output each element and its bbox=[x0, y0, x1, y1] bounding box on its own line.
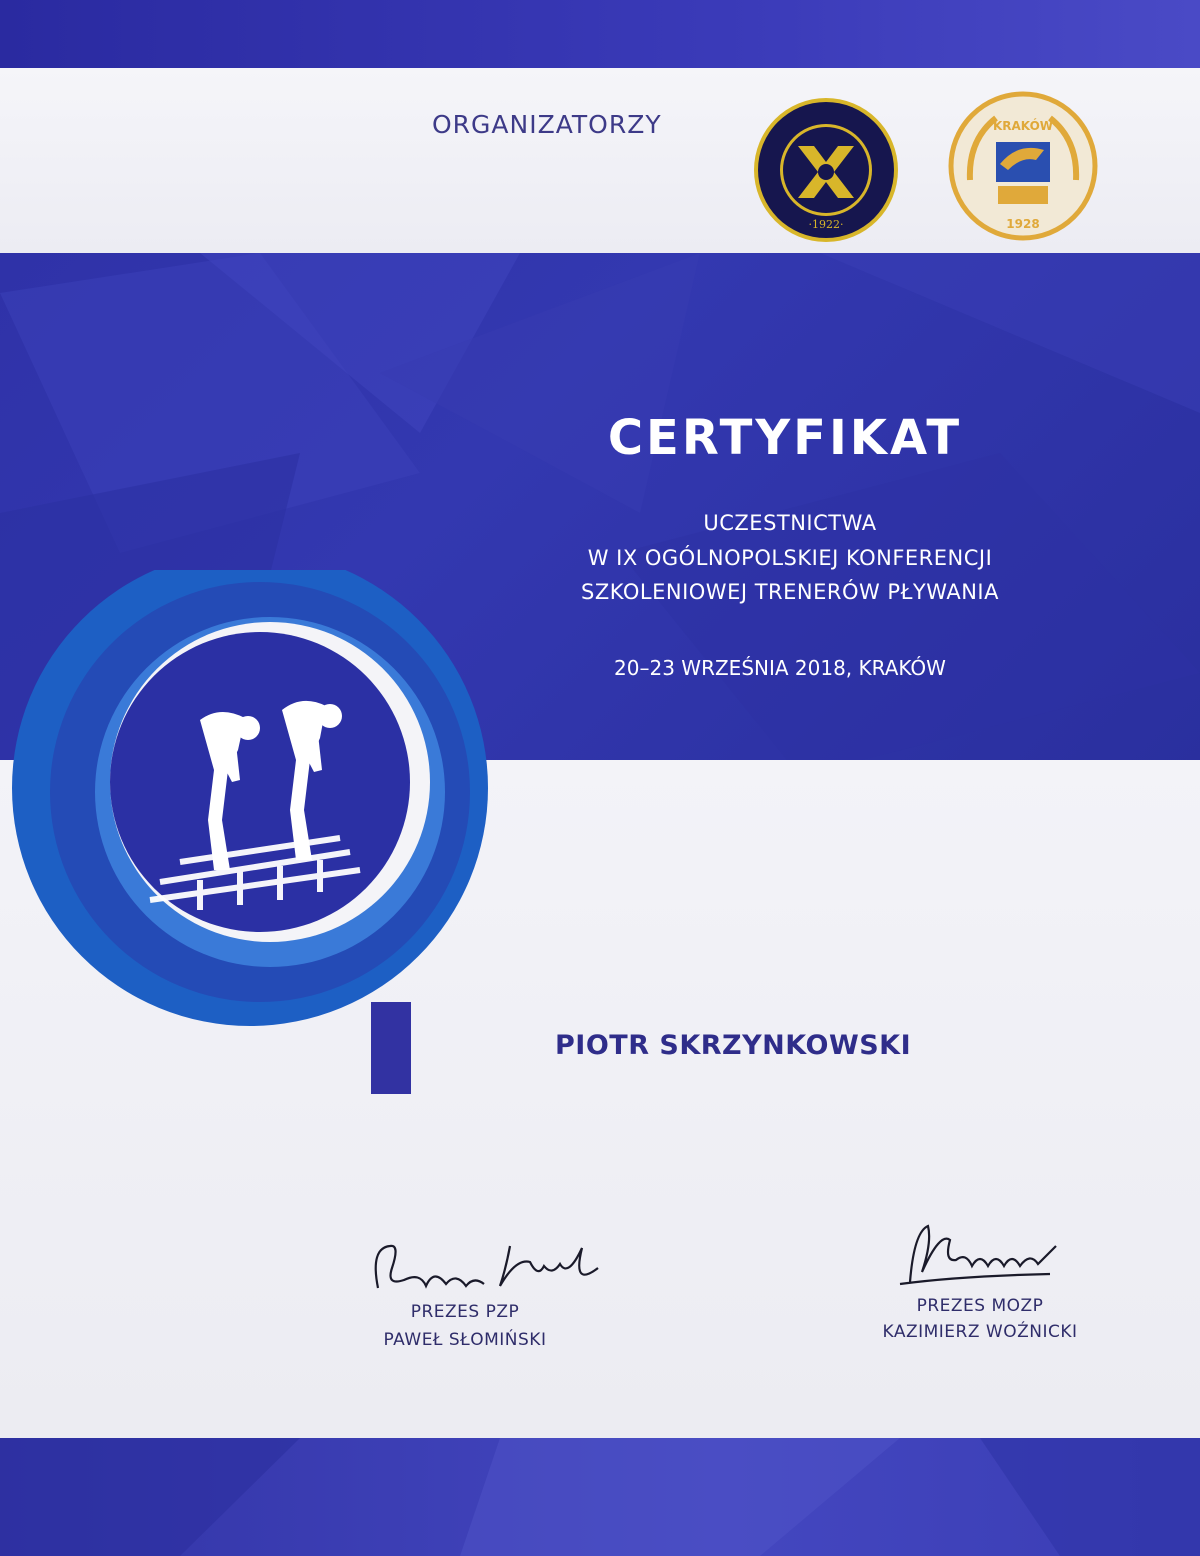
organizers-label: ORGANIZATORZY bbox=[432, 110, 662, 139]
name-accent-bar bbox=[371, 1002, 411, 1094]
svg-text:KRAKÓW: KRAKÓW bbox=[992, 119, 1054, 133]
subtitle-line-2: W IX OGÓLNOPOLSKIEJ KONFERENCJI bbox=[587, 546, 993, 570]
signatory-2-name: KAZIMIERZ WOŹNICKI bbox=[882, 1322, 1078, 1342]
recipient-name: PIOTR SKRZYNKOWSKI bbox=[555, 1030, 912, 1061]
signatory-1-name: PAWEŁ SŁOMIŃSKI bbox=[383, 1330, 547, 1350]
svg-text:·1922·: ·1922· bbox=[808, 218, 844, 231]
certificate-title: CERTYFIKAT bbox=[607, 410, 963, 466]
swimmers-emblem-icon bbox=[0, 570, 520, 1040]
signatory-1-role: PREZES PZP bbox=[410, 1302, 520, 1322]
pzp-logo-icon bbox=[752, 96, 900, 244]
subtitle-line-3: SZKOLENIOWEJ TRENERÓW PŁYWANIA bbox=[581, 580, 999, 604]
mozp-logo-icon bbox=[948, 90, 1098, 242]
signature-pzp bbox=[360, 1228, 610, 1308]
bottom-pattern bbox=[0, 1438, 1200, 1556]
svg-text:1928: 1928 bbox=[1006, 217, 1040, 231]
subtitle-line-1: UCZESTNICTWA bbox=[703, 511, 877, 535]
signatory-2-role: PREZES MOZP bbox=[916, 1296, 1044, 1316]
bottom-blue-band bbox=[0, 1438, 1200, 1556]
signature-mozp bbox=[880, 1212, 1080, 1302]
top-blue-band bbox=[0, 0, 1200, 68]
event-date-place: 20–23 WRZEŚNIA 2018, KRAKÓW bbox=[614, 656, 946, 680]
